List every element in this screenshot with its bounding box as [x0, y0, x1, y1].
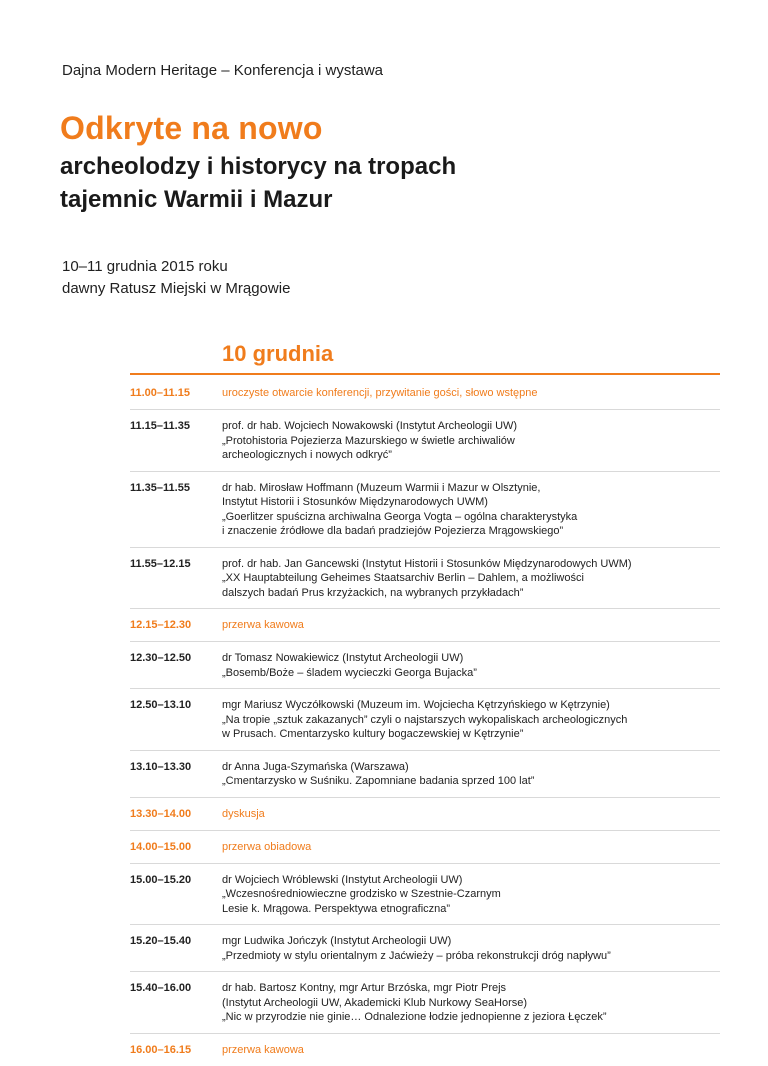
schedule-time: 11.55–12.15: [130, 557, 191, 570]
schedule-row: [130, 798, 720, 831]
schedule-description-line: mgr Ludwika Jończyk (Instytut Archeologii UW): [222, 935, 452, 947]
schedule-description-line: dr Tomasz Nowakiewicz (Instytut Archeologii UW): [222, 652, 464, 664]
schedule-time: 14.00–15.00: [130, 840, 192, 853]
schedule-row: [130, 410, 720, 472]
schedule-description-line: archeologicznych i nowych odkryć”: [222, 449, 392, 461]
schedule-description-line: „Na tropie „sztuk zakazanych” czyli o najstarszych wykopaliskach archeologicznych: [222, 713, 628, 726]
schedule-description-line: (Instytut Archeologii UW, Akademicki Klub Nurkowy SeaHorse): [222, 996, 528, 1009]
conference-name: Dajna Modern Heritage – Konferencja i wystawa: [62, 62, 383, 79]
schedule-description-line: Lesie k. Mrągowa. Perspektywa etnograficzna”: [222, 902, 451, 915]
schedule-time: 15.00–15.20: [130, 873, 192, 886]
schedule-time: 16.00–16.15: [130, 1043, 192, 1056]
schedule-time: 15.40–16.00: [130, 982, 192, 994]
schedule-description-line: dalszych badań Prus krzyżackich, na wybranych przykładach”: [222, 586, 524, 599]
schedule-description: [222, 873, 720, 917]
day-divider: [130, 373, 720, 375]
schedule-description-line: „XX Hauptabteilung Geheimes Staatsarchiv Berlin – Dahlem, a możliwości: [222, 572, 584, 584]
schedule-description: [222, 618, 720, 633]
schedule-description-line: w Prusach. Cmentarzysko kultury bogaczewskiej w Kętrzynie”: [222, 728, 524, 740]
page-title: Odkryte na nowo: [60, 110, 323, 146]
schedule-time: 12.50–13.10: [130, 699, 192, 711]
schedule-description-line: dr hab. Mirosław Hoffmann (Muzeum Warmii i Mazur w Olsztynie,: [222, 481, 541, 494]
schedule-list: [130, 377, 720, 1066]
schedule-description-line: „Wczesnośredniowieczne grodzisko w Szestnie-Czarnym: [222, 888, 501, 900]
event-dates: 10–11 grudnia 2015 roku: [62, 258, 228, 275]
event-venue: dawny Ratusz Miejski w Mrągowie: [62, 280, 291, 297]
schedule-time: 15.20–15.40: [130, 935, 192, 947]
schedule-description: [222, 807, 720, 822]
schedule-description-line: prof. dr hab. Wojciech Nowakowski (Instytut Archeologii UW): [222, 420, 518, 432]
schedule-description-line: dr hab. Bartosz Kontny, mgr Artur Brzóska, mgr Piotr Prejs: [222, 982, 507, 994]
schedule-description-line: „Bosemb/Boże – śladem wycieczki Georga Bujacka”: [222, 666, 477, 679]
schedule-row: [130, 864, 720, 926]
schedule-time: 13.30–14.00: [130, 807, 192, 820]
schedule-description-line: dr Anna Juga-Szymańska (Warszawa): [222, 760, 409, 773]
schedule-row: [130, 972, 720, 1034]
schedule-description-line: dyskusja: [222, 807, 265, 820]
schedule-description-line: i znaczenie źródłowe dla badań pradziejów Pojezierza Mrągowskiego”: [222, 525, 564, 537]
schedule-description-line: mgr Mariusz Wyczółkowski (Muzeum im. Wojciecha Kętrzyńskiego w Kętrzynie): [222, 699, 610, 711]
schedule-description-line: „Cmentarzysko w Suśniku. Zapomniane badania sprzed 100 lat”: [222, 775, 535, 787]
schedule-description: [222, 698, 720, 742]
schedule-time: 12.30–12.50: [130, 652, 192, 664]
schedule-description-line: „Przedmioty w stylu orientalnym z Jaćwieży – próba rekonstrukcji dróg napływu”: [222, 949, 611, 962]
schedule-description: [222, 481, 720, 539]
schedule-row: [130, 609, 720, 642]
schedule-description-line: przerwa obiadowa: [222, 840, 312, 853]
schedule-description-line: „Goerlitzer spuścizna archiwalna Georga Vogta – ogólna charakterystyka: [222, 510, 578, 523]
schedule-row: [130, 472, 720, 548]
schedule-row: [130, 1034, 720, 1066]
schedule-description-line: „Protohistoria Pojezierza Mazurskiego w świetle archiwaliów: [222, 434, 515, 447]
schedule-description: [222, 386, 720, 401]
schedule-row: [130, 689, 720, 751]
schedule-description-line: przerwa kawowa: [222, 619, 304, 631]
schedule-description-line: przerwa kawowa: [222, 1043, 304, 1056]
schedule-row: [130, 377, 720, 410]
schedule-description-line: dr Wojciech Wróblewski (Instytut Archeologii UW): [222, 873, 463, 886]
schedule-description-line: „Nic w przyrodzie nie ginie… Odnalezione łodzie jednopienne z jeziora Łęczek”: [222, 1011, 607, 1023]
schedule-description-line: Instytut Historii i Stosunków Międzynarodowych UWM): [222, 496, 488, 508]
schedule-time: 13.10–13.30: [130, 760, 192, 773]
schedule-time: 11.15–11.35: [130, 420, 190, 432]
schedule-description-line: uroczyste otwarcie konferencji, przywitanie gości, słowo wstępne: [222, 387, 538, 399]
subtitle-line: archeolodzy i historycy na tropach: [60, 153, 457, 180]
page-subtitle: [60, 150, 700, 216]
schedule-description: [222, 934, 720, 963]
schedule-description: [222, 419, 720, 463]
schedule-row: [130, 831, 720, 864]
schedule-time: 11.00–11.15: [130, 387, 190, 399]
schedule-row: [130, 548, 720, 610]
schedule-description: [222, 760, 720, 789]
schedule-time: 11.35–11.55: [130, 481, 190, 494]
schedule-time: 12.15–12.30: [130, 619, 192, 631]
schedule-description: [222, 840, 720, 855]
schedule-row: [130, 751, 720, 798]
subtitle-line: tajemnic Warmii i Mazur: [60, 186, 333, 213]
event-info: [62, 256, 290, 300]
schedule-description-line: prof. dr hab. Jan Gancewski (Instytut Historii i Stosunków Międzynarodowych UWM): [222, 557, 632, 570]
schedule-description: [222, 557, 720, 601]
schedule-description: [222, 981, 720, 1025]
schedule-row: [130, 642, 720, 689]
schedule-description: [222, 651, 720, 680]
schedule-description: [222, 1043, 720, 1058]
schedule-row: [130, 925, 720, 972]
day-heading: 10 grudnia: [222, 341, 334, 366]
